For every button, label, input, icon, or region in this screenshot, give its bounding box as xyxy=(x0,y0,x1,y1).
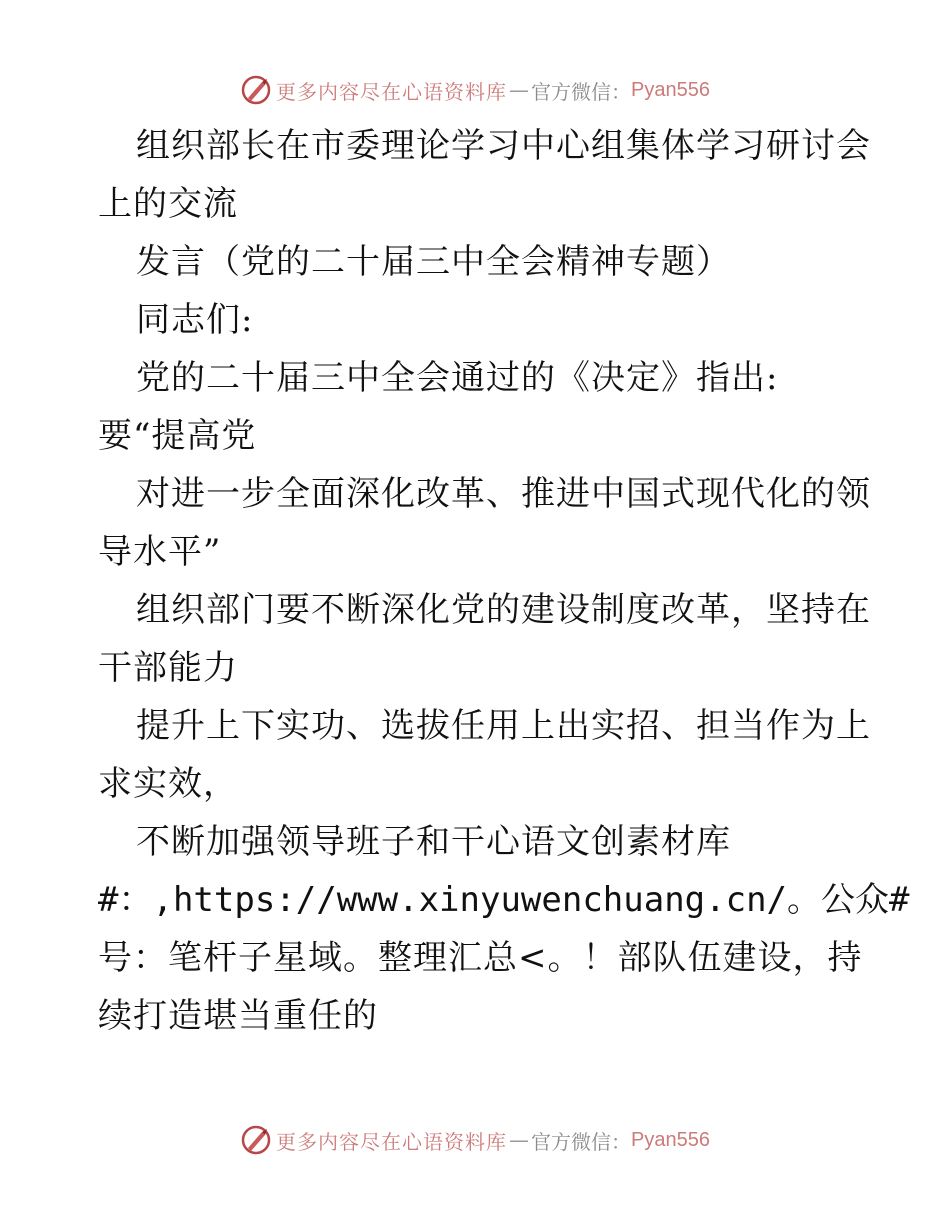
banner-slogan: 更多内容尽在心语资料库 xyxy=(276,1129,508,1154)
document-title-line-3: 发言（党的二十届三中全会精神专题） xyxy=(136,242,731,282)
document-title-line-2: 上的交流 xyxy=(98,184,238,224)
salutation: 同志们: xyxy=(136,300,254,340)
banner-wechat-handle: Pyan556 xyxy=(631,78,710,101)
paragraph-line: 要“提高党 xyxy=(98,416,257,456)
document-title-line-1: 组织部长在市委理论学习中心组集体学习研讨会 xyxy=(136,126,871,166)
paragraph-line: 续打造堪当重任的 xyxy=(98,996,378,1036)
footer-banner xyxy=(0,1120,950,1160)
header-banner xyxy=(0,70,950,110)
banner-dash: — xyxy=(509,78,530,102)
paragraph-line-url: #：,https://www.xinyuwenchuang.cn/。公众# xyxy=(98,880,910,920)
banner-wechat-handle: Pyan556 xyxy=(631,1128,710,1151)
document-body xyxy=(98,117,910,1045)
banner-official-label: 官方微信： xyxy=(531,1129,632,1154)
banner-official-label: 官方微信： xyxy=(531,79,632,104)
paragraph-line: 对进一步全面深化改革、推进中国式现代化的领 xyxy=(136,474,871,514)
banner-dash: — xyxy=(509,1128,530,1152)
quill-logo-icon xyxy=(240,74,272,106)
paragraph-line: 不断加强领导班子和干心语文创素材库 xyxy=(136,822,731,862)
paragraph-line: 求实效， xyxy=(98,764,238,804)
paragraph-line: 干部能力 xyxy=(98,648,238,688)
paragraph-line: 号：笔杆子星域。整理汇总<。！部队伍建设，持 xyxy=(98,938,863,978)
paragraph-line: 提升上下实功、选拔任用上出实招、担当作为上 xyxy=(136,706,871,746)
paragraph-line: 组织部门要不断深化党的建设制度改革，坚持在 xyxy=(136,590,871,630)
banner-slogan: 更多内容尽在心语资料库 xyxy=(276,79,508,104)
quill-logo-icon xyxy=(240,1124,272,1156)
paragraph-line: 导水平” xyxy=(98,532,222,572)
paragraph-line: 党的二十届三中全会通过的《决定》指出: xyxy=(136,358,779,398)
